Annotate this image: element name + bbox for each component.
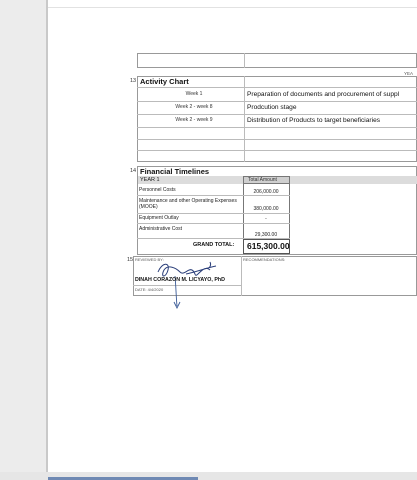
recommendations-label: RECOMMENDATIONS:: [243, 257, 286, 262]
fin-rule: [137, 213, 290, 214]
grand-total-label: GRAND TOTAL:: [193, 242, 235, 248]
total-amount-label: Total Amount: [248, 177, 277, 183]
activity-desc-2: Prodcution stage: [247, 104, 297, 111]
activity-rule: [137, 101, 417, 102]
activity-rule: [137, 87, 417, 88]
top-table-divider: [244, 53, 245, 68]
fin-rule: [137, 195, 290, 196]
grand-total-value: 615,300.00: [247, 241, 290, 251]
fin-amount-personnel: 206,000.00: [253, 189, 279, 195]
document-page: [48, 0, 417, 472]
signature-scribble: [150, 258, 240, 316]
financial-section-number: 14: [130, 168, 137, 174]
activity-week-3: Week 2 - week 9: [175, 117, 213, 123]
review-col-divider: [241, 256, 242, 296]
activity-year-header: YEA: [404, 71, 414, 76]
fin-label-personnel: Personnel Costs: [139, 187, 176, 193]
activity-week-2: Week 2 - week 8: [175, 104, 213, 110]
viewer-bottom-bar: [0, 472, 417, 480]
fin-rule: [137, 223, 290, 224]
activity-rule: [137, 150, 417, 151]
activity-desc-1: Preparation of documents and procurement of suppl: [247, 91, 400, 98]
review-date: DATE: 4/4/2020: [135, 287, 164, 292]
top-empty-table: [137, 53, 417, 68]
activity-week-1: Week 1: [185, 91, 203, 97]
review-section-number: 15: [127, 257, 134, 263]
fin-label-equipment: Equipment Outlay: [139, 215, 179, 221]
activity-rule: [137, 114, 417, 115]
page-top-rule: [48, 7, 417, 8]
reviewed-by-label: REVIEWED BY:: [135, 257, 164, 262]
year-1-label: YEAR 1: [140, 177, 160, 183]
fin-label-mooe: Maintenance and other Operating Expenses (MOOE): [139, 198, 237, 210]
fin-label-admin: Administrative Cost: [139, 226, 183, 232]
financial-timelines-title: Financial Timelines: [140, 167, 210, 176]
fin-amount-equipment: -: [265, 216, 267, 222]
viewer-left-margin: [0, 0, 46, 480]
activity-section-number: 13: [130, 78, 137, 84]
activity-chart-title: Activity Chart: [140, 77, 189, 86]
reviewer-name: DINAH CORAZON M. LICYAYO, PhD: [135, 277, 225, 283]
activity-rule: [137, 139, 417, 140]
activity-rule: [137, 127, 417, 128]
fin-amount-mooe: 380,000.00: [253, 206, 279, 212]
fin-amount-admin: 29,300.00: [254, 232, 278, 238]
activity-desc-3: Distribution of Products to target beneficiaries: [247, 117, 381, 124]
